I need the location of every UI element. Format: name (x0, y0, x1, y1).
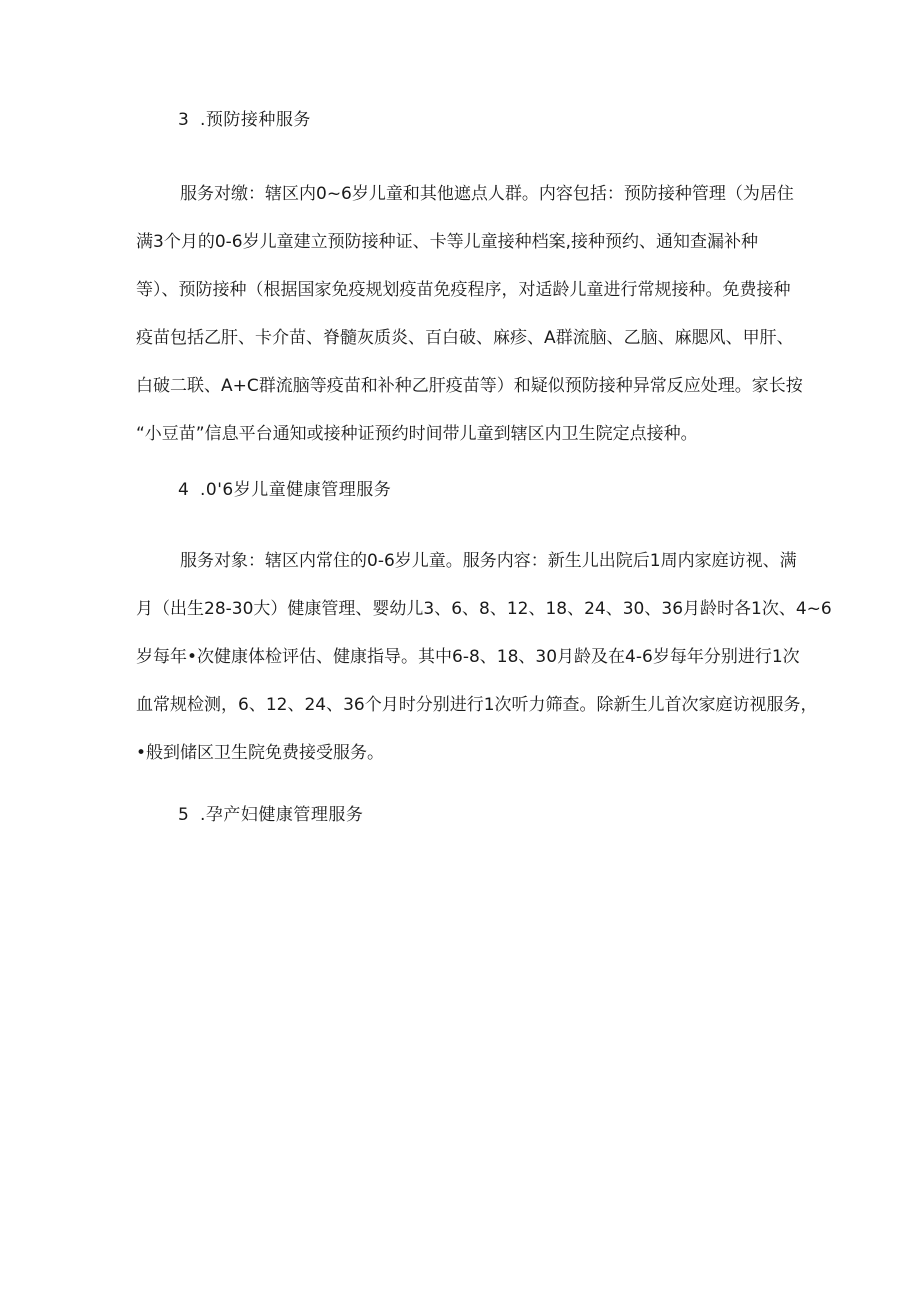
section-5-heading (178, 805, 363, 825)
paragraph-line: 服务对缴：辖区内0~6岁儿童和其他遮点人群。内容包括：预防接种管理（为居住 (180, 184, 794, 204)
paragraph-line: 岁每年•次健康体检评估、健康指导。其中6-8、18、30月龄及在4-6岁每年分别进行1次 (136, 647, 800, 667)
section-3-number: 3 (178, 110, 190, 130)
section-5-number: 5 (178, 805, 190, 825)
section-4-number: 4 (178, 480, 190, 500)
paragraph-line: 等）、预防接种（根据国家免疫规划疫苗免疫程序，对适龄儿童进行常规接种。免费接种 (136, 280, 791, 300)
paragraph-line: 服务对象：辖区内常住的0-6岁儿童。服务内容：新生儿出院后1周内家庭访视、满 (180, 551, 797, 571)
paragraph-line: “小豆苗”信息平台通知或接种证预约时间带儿童到辖区内卫生院定点接种。 (136, 424, 698, 444)
paragraph-line: •般到储区卫生院免费接受服务。 (136, 743, 385, 763)
section-4-paragraph (136, 551, 832, 763)
paragraph-line: 月（出生28-30大）健康管理、婴幼儿3、6、8、12、18、24、30、36月龄时各1次、4~6 (136, 599, 832, 619)
paragraph-line: 血常规检测，6、12、24、36个月时分别进行1次听力筛查。除新生儿首次家庭访视服务， (136, 695, 818, 715)
section-4-heading (178, 480, 391, 500)
section-4-title: .0'6岁儿童健康管理服务 (200, 480, 392, 500)
section-5-title: .孕产妇健康管理服务 (200, 805, 364, 825)
section-3-paragraph (136, 184, 803, 444)
section-3-title: .预防接种服务 (200, 110, 311, 130)
paragraph-line: 满3个月的0-6岁儿童建立预防接种证、卡等儿童接种档案,接种预约、通知查漏补种 (136, 232, 758, 252)
paragraph-line: 白破二联、A+C群流脑等疫苗和补种乙肝疫苗等）和疑似预防接种异常反应处理。家长按 (136, 376, 803, 396)
paragraph-line: 疫苗包括乙肝、卡介苗、脊髓灰质炎、百白破、麻疹、A群流脑、乙脑、麻腮风、甲肝、 (136, 328, 794, 348)
section-3-heading (178, 110, 311, 130)
